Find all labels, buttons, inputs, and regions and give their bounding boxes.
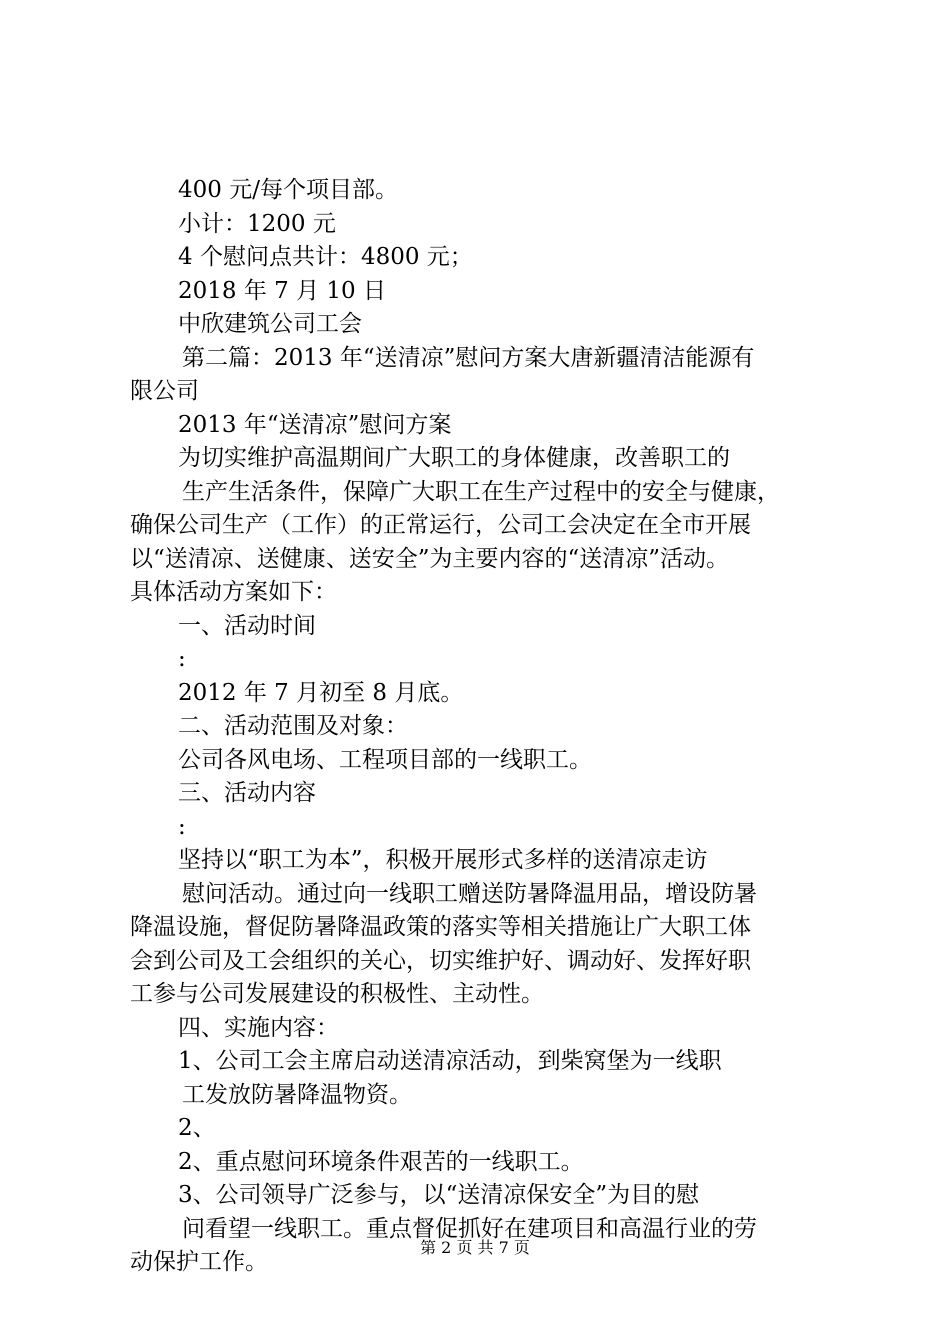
text-line: 限公司 — [130, 378, 199, 404]
text-line: 三、活动内容 — [178, 780, 316, 806]
text-line: 工发放防暑降温物资。 — [182, 1081, 412, 1108]
text-line: 慰问活动。通过向一线职工赠送防暑降温用品，增设防暑 — [182, 880, 757, 907]
text-line: 2、重点慰问环境条件艰苦的一线职工。 — [178, 1148, 584, 1175]
text-line: 小计：1200 元 — [178, 210, 336, 237]
text-line: 工参与公司发展建设的积极性、主动性。 — [130, 981, 544, 1007]
text-line: : — [178, 813, 186, 840]
text-line: 2012 年 7 月初至 8 月底。 — [178, 679, 464, 706]
text-line: : — [178, 646, 186, 672]
text-line: 2、 — [178, 1115, 216, 1141]
text-line: 中欣建筑公司工会 — [178, 311, 362, 337]
text-line: 2013 年“送清凉”慰问方案 — [178, 411, 452, 438]
text-line: 4 个慰问点共计：4800 元； — [178, 244, 473, 270]
text-line: 二、活动范围及对象： — [178, 713, 408, 739]
text-line: 1、公司工会主席启动送清凉活动，到柴窝堡为一线职 — [178, 1048, 722, 1074]
text-line: 400 元/每个项目部。 — [178, 177, 398, 203]
document-body — [130, 174, 860, 1280]
text-line: 公司各风电场、工程项目部的一线职工。 — [178, 746, 592, 773]
text-line: 动保护工作。 — [130, 1249, 268, 1275]
text-line: 3、公司领导广泛参与，以“送清凉保安全”为目的慰 — [178, 1182, 700, 1208]
text-line: 2018 年 7 月 10 日 — [178, 277, 386, 304]
text-line: 为切实维护高温期间广大职工的身体健康，改善职工的 — [178, 445, 730, 471]
text-line: 确保公司生产（工作）的正常运行，公司工会决定在全市开展 — [130, 512, 751, 538]
text-line: 第二篇：2013 年“送清凉”慰问方案大唐新疆清洁能源有 — [182, 344, 755, 371]
text-line: 会到公司及工会组织的关心，切实维护好、调动好、发挥好职 — [130, 947, 751, 974]
text-line: 具体活动方案如下： — [130, 579, 337, 605]
text-line: 生产生活条件，保障广大职工在生产过程中的安全与健康， — [182, 478, 780, 505]
text-line: 问看望一线职工。重点督促抓好在建项目和高温行业的劳 — [182, 1215, 757, 1242]
text-line: 降温设施，督促防暑降温政策的落实等相关措施让广大职工体 — [130, 914, 751, 940]
text-line: 一、活动时间 — [178, 612, 316, 639]
text-line: 以“送清凉、送健康、送安全”为主要内容的“送清凉”活动。 — [130, 545, 730, 572]
text-line: 坚持以“职工为本”，积极开展形式多样的送清凉走访 — [178, 847, 708, 873]
page-footer: 第 2 页 共 7 页 — [420, 1238, 530, 1257]
text-line: 四、实施内容： — [178, 1014, 339, 1041]
